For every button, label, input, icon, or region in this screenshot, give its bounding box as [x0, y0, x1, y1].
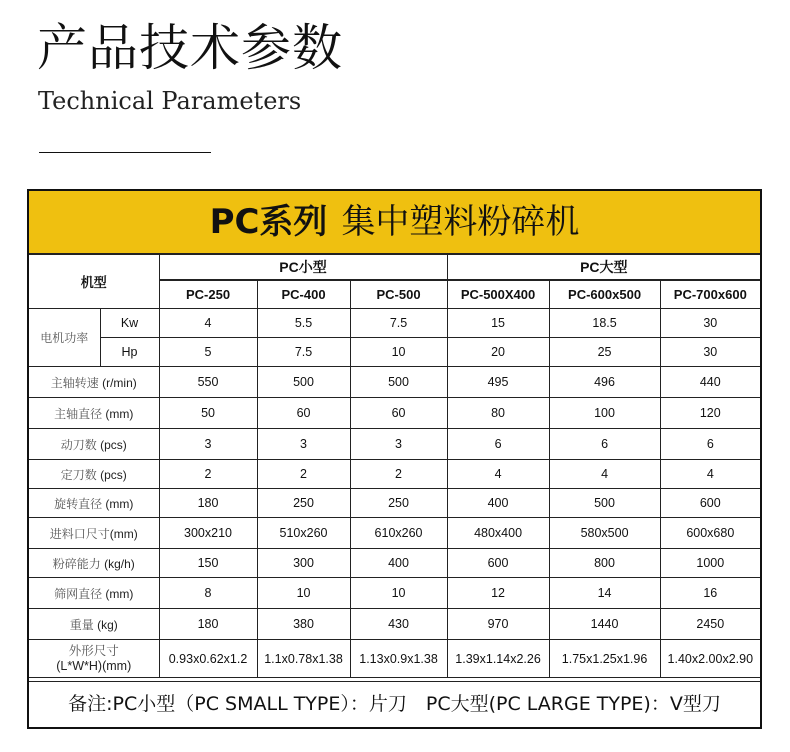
cell: 5: [159, 338, 257, 367]
cell: 20: [447, 338, 549, 367]
cell: 496: [549, 367, 660, 398]
cell: 1440: [549, 609, 660, 640]
cell: 10: [350, 578, 447, 609]
cell: 30: [660, 309, 760, 338]
cell: 1.40x2.00x2.90: [660, 640, 760, 678]
cell: 300: [257, 549, 350, 578]
model-name: PC-700x600: [660, 280, 760, 309]
cell: 440: [660, 367, 760, 398]
row-label: 进料口尺寸(mm): [29, 518, 159, 549]
table-row-rotary-blades: [29, 429, 760, 460]
cell: 60: [257, 398, 350, 429]
cell: 16: [660, 578, 760, 609]
cell: 3: [257, 429, 350, 460]
unit-kw: Kw: [100, 309, 159, 338]
cell: 1.39x1.14x2.26: [447, 640, 549, 678]
cell: 580x500: [549, 518, 660, 549]
cell: 400: [350, 549, 447, 578]
cell: 0.93x0.62x1.2: [159, 640, 257, 678]
cell: 400: [447, 489, 549, 518]
row-label: 旋转直径 (mm): [29, 489, 159, 518]
cell: 550: [159, 367, 257, 398]
cell: 4: [660, 460, 760, 489]
model-name: PC-500: [350, 280, 447, 309]
cell: 5.5: [257, 309, 350, 338]
cell: 1.1x0.78x1.38: [257, 640, 350, 678]
cell: 4: [447, 460, 549, 489]
row-label: 外形尺寸 (L*W*H)(mm): [29, 640, 159, 678]
cell: 500: [350, 367, 447, 398]
banner-series: PC系列: [209, 202, 328, 242]
spec-table-container: [27, 189, 762, 729]
cell: 250: [350, 489, 447, 518]
model-name: PC-250: [159, 280, 257, 309]
row-label: 筛网直径 (mm): [29, 578, 159, 609]
page-title-en: Technical Parameters: [38, 87, 302, 115]
cell: 80: [447, 398, 549, 429]
cell: 100: [549, 398, 660, 429]
spec-table: [29, 254, 760, 678]
cell: 250: [257, 489, 350, 518]
cell: 300x210: [159, 518, 257, 549]
row-label: 重量 (kg): [29, 609, 159, 640]
cell: 6: [447, 429, 549, 460]
row-label: 主轴直径 (mm): [29, 398, 159, 429]
cell: 50: [159, 398, 257, 429]
banner-product: 集中塑料粉碎机: [341, 202, 580, 242]
cell: 480x400: [447, 518, 549, 549]
cell: 6: [549, 429, 660, 460]
cell: 7.5: [350, 309, 447, 338]
cell: 6: [660, 429, 760, 460]
model-name: PC-400: [257, 280, 350, 309]
cell: 3: [350, 429, 447, 460]
motor-power-label: 电机功率: [29, 309, 100, 367]
group-small: PC小型: [159, 255, 447, 281]
cell: 180: [159, 489, 257, 518]
cell: 15: [447, 309, 549, 338]
cell: 430: [350, 609, 447, 640]
cell: 10: [350, 338, 447, 367]
cell: 2: [350, 460, 447, 489]
title-divider: [39, 152, 211, 153]
cell: 380: [257, 609, 350, 640]
cell: 800: [549, 549, 660, 578]
cell: 8: [159, 578, 257, 609]
model-label: 机型: [29, 255, 159, 309]
group-header-row: [29, 255, 760, 281]
cell: 60: [350, 398, 447, 429]
cell: 4: [549, 460, 660, 489]
cell: 25: [549, 338, 660, 367]
cell: 2: [257, 460, 350, 489]
table-row-weight: [29, 609, 760, 640]
cell: 500: [257, 367, 350, 398]
cell: 600: [660, 489, 760, 518]
table-row-rotation-diameter: [29, 489, 760, 518]
unit-hp: Hp: [100, 338, 159, 367]
table-row-capacity: [29, 549, 760, 578]
row-label: 粉碎能力 (kg/h): [29, 549, 159, 578]
cell: 150: [159, 549, 257, 578]
row-label: 主轴转速 (r/min): [29, 367, 159, 398]
cell: 600: [447, 549, 549, 578]
table-row-spindle-diameter: [29, 398, 760, 429]
cell: 495: [447, 367, 549, 398]
table-row-feed-opening: [29, 518, 760, 549]
cell: 12: [447, 578, 549, 609]
cell: 18.5: [549, 309, 660, 338]
cell: 10: [257, 578, 350, 609]
table-row-screen-diameter: [29, 578, 760, 609]
footnote: 备注:PC小型（PC SMALL TYPE）：片刀 PC大型(PC LARGE TYPE)：V型刀: [29, 681, 760, 727]
cell: 1.75x1.25x1.96: [549, 640, 660, 678]
cell: 30: [660, 338, 760, 367]
table-row-dimensions: [29, 640, 760, 678]
cell: 500: [549, 489, 660, 518]
table-banner: [29, 191, 760, 255]
cell: 2450: [660, 609, 760, 640]
cell: 2: [159, 460, 257, 489]
cell: 1.13x0.9x1.38: [350, 640, 447, 678]
cell: 120: [660, 398, 760, 429]
cell: 3: [159, 429, 257, 460]
table-row-power-hp: [29, 338, 760, 367]
model-name: PC-600x500: [549, 280, 660, 309]
cell: 600x680: [660, 518, 760, 549]
cell: 510x260: [257, 518, 350, 549]
table-row-power-kw: [29, 309, 760, 338]
cell: 610x260: [350, 518, 447, 549]
cell: 180: [159, 609, 257, 640]
cell: 970: [447, 609, 549, 640]
table-row-fixed-blades: [29, 460, 760, 489]
cell: 7.5: [257, 338, 350, 367]
group-large: PC大型: [447, 255, 760, 281]
table-row-spindle-speed: [29, 367, 760, 398]
row-label: 动刀数 (pcs): [29, 429, 159, 460]
row-label: 定刀数 (pcs): [29, 460, 159, 489]
cell: 4: [159, 309, 257, 338]
model-name: PC-500X400: [447, 280, 549, 309]
page-title-cn: 产品技术参数: [37, 19, 343, 77]
cell: 1000: [660, 549, 760, 578]
cell: 14: [549, 578, 660, 609]
